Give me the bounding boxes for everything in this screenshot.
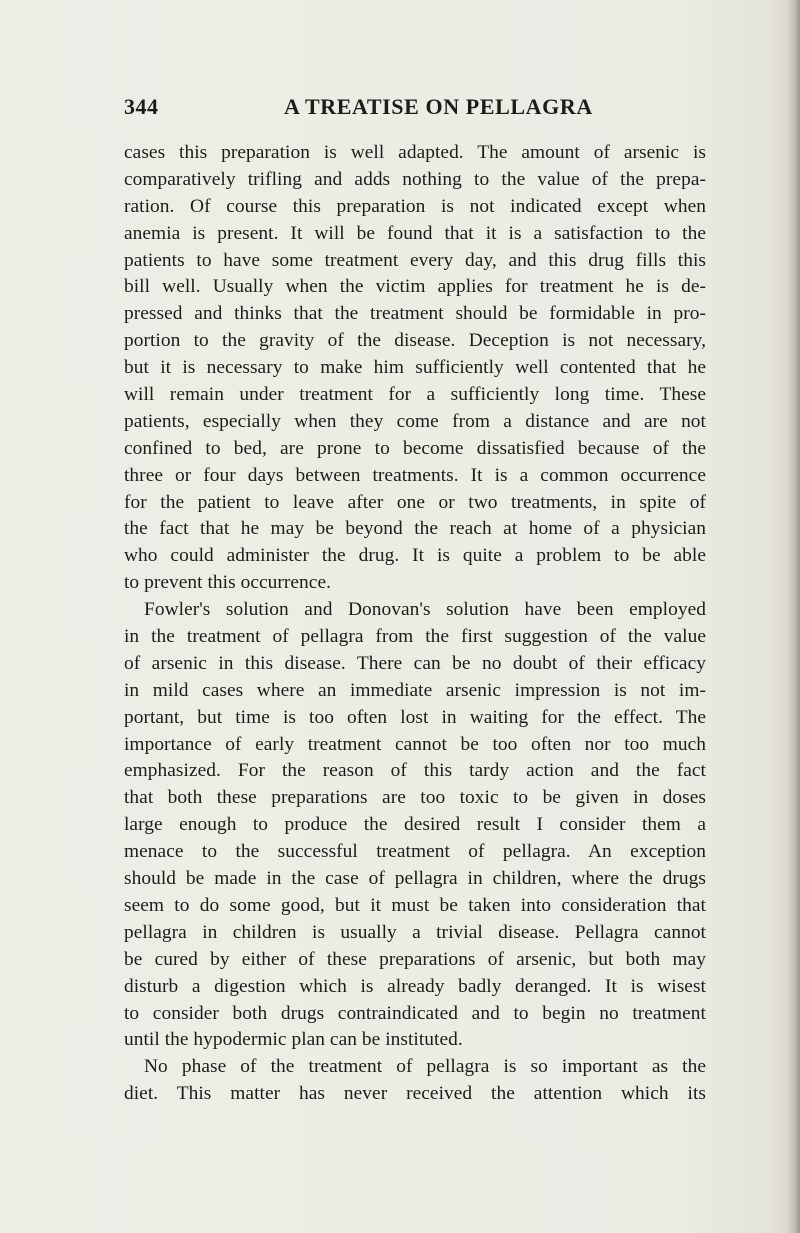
text-line: portion to the gravity of the disease. Deception is not necessary, [124,330,706,352]
text-line: the fact that he may be beyond the reach at home of a physician [124,518,706,540]
running-head: A TREATISE ON PELLAGRA [284,94,593,119]
text-line: pellagra in children is usually a trivial disease. Pellagra cannot [124,921,706,943]
text-line: three or four days between treatments. It is a common occurrence [124,464,706,486]
text-line: large enough to produce the desired result I consider them a [124,814,706,836]
text-line: patients to have some treatment every day, and this drug fills this [124,249,706,271]
text-line: bill well. Usually when the victim applies for treatment he is de- [124,276,706,298]
page-edge-shadow [786,0,800,1233]
page-number: 344 [124,94,159,119]
text-line: pressed and thinks that the treatment should be formidable in pro- [124,303,706,325]
text-line: of arsenic in this disease. There can be no doubt of their efficacy [124,652,706,674]
body-text [124,140,706,1108]
text-line: for the patient to leave after one or two treatments, in spite of [124,491,706,513]
text-line: who could administer the drug. It is quite a problem to be able [124,545,706,567]
text-line: in mild cases where an immediate arsenic impression is not im- [124,679,706,701]
text-line: in the treatment of pellagra from the first suggestion of the value [124,626,706,648]
text-line: be cured by either of these preparations of arsenic, but both may [124,948,706,970]
text-line: cases this preparation is well adapted. The amount of arsenic is [124,142,706,163]
text-line: disturb a digestion which is already badly deranged. It is wisest [124,975,706,997]
text-line: No phase of the treatment of pellagra is so important as the [144,1056,706,1078]
text-line: menace to the successful treatment of pellagra. An exception [124,841,706,863]
text-line: portant, but time is too often lost in waiting for the effect. The [124,706,706,728]
text-line: seem to do some good, but it must be taken into consideration that [124,894,706,916]
text-line: confined to bed, are prone to become dissatisfied because of the [124,437,706,459]
text-line: until the hypodermic plan can be instituted. [124,1029,463,1051]
text-line: will remain under treatment for a sufficiently long time. These [124,384,706,406]
text-line: patients, especially when they come from a distance and are not [124,410,706,432]
page-header [124,94,704,124]
text-line: that both these preparations are too toxic to be given in doses [124,787,706,809]
text-line: ration. Of course this preparation is not indicated except when [124,195,706,217]
text-line: emphasized. For the reason of this tardy action and the fact [124,760,706,782]
text-line: to consider both drugs contraindicated and to begin no treatment [124,1002,706,1024]
text-line: comparatively trifling and adds nothing to the value of the prepa- [124,168,706,190]
text-line: should be made in the case of pellagra in children, where the drugs [124,868,706,890]
text-line: but it is necessary to make him sufficiently well contented that he [124,357,706,379]
text-line: anemia is present. It will be found that it is a satisfaction to the [124,222,706,244]
text-line: Fowler's solution and Donovan's solution have been employed [144,599,706,621]
text-line: importance of early treatment cannot be too often nor too much [124,733,706,755]
text-line: to prevent this occurrence. [124,572,332,594]
text-line: diet. This matter has never received the attention which its [124,1083,706,1105]
